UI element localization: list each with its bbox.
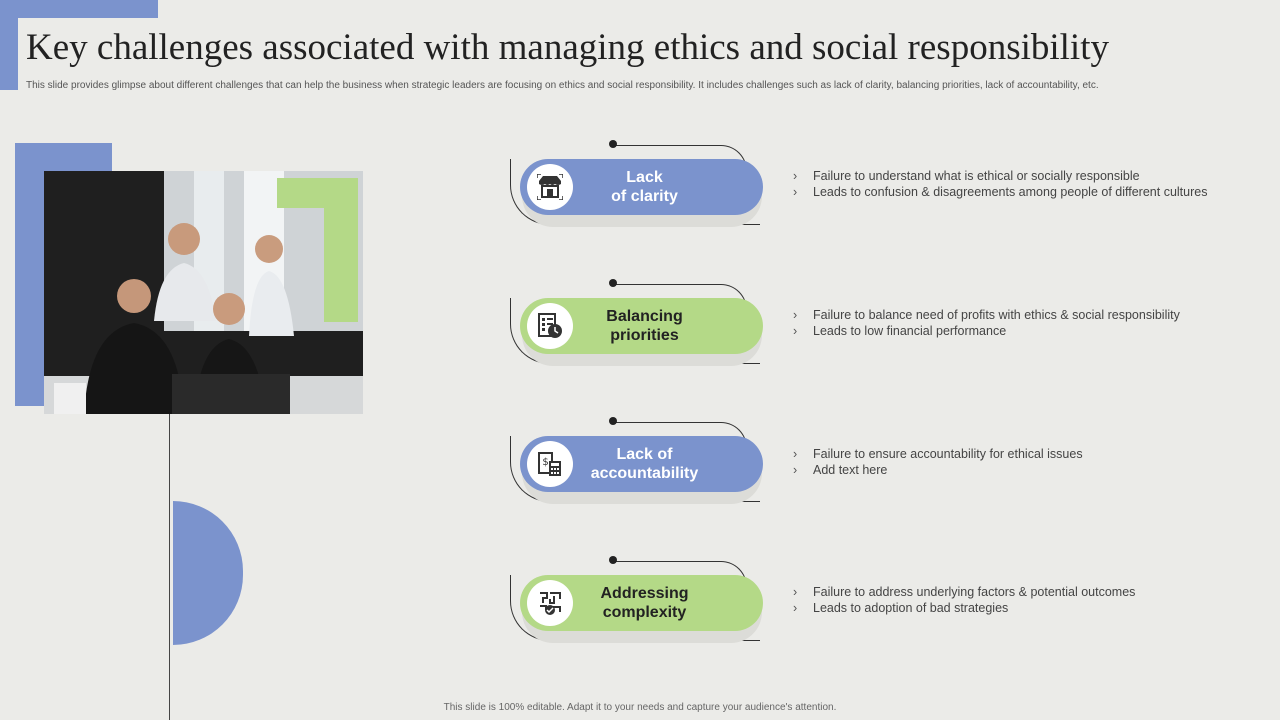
bullet-item xyxy=(793,307,1180,323)
challenge-card xyxy=(508,282,768,382)
icon-circle xyxy=(527,580,573,626)
bullet-item xyxy=(793,184,1207,200)
bullet-item xyxy=(793,462,1083,478)
challenge-label: Lack of accountability xyxy=(590,446,699,482)
footer-note: This slide is 100% editable. Adapt it to your needs and capture your audience's attention. xyxy=(443,702,837,713)
connector-dot xyxy=(609,556,617,564)
chevron-right-icon: › xyxy=(793,169,798,183)
header-accent-side xyxy=(0,0,18,90)
bullet-item xyxy=(793,446,1083,462)
half-circle-decoration xyxy=(173,501,243,645)
bullet-item xyxy=(793,168,1207,184)
challenge-card xyxy=(508,420,768,520)
bullet-text: Leads to low financial performance xyxy=(813,324,1007,338)
header-accent-bar xyxy=(0,0,158,18)
icon-circle xyxy=(527,441,573,487)
calculator-icon xyxy=(537,451,563,477)
bullet-list xyxy=(793,446,1083,478)
divider-line xyxy=(169,414,170,720)
connector-dot xyxy=(609,140,617,148)
bullet-text: Failure to ensure accountability for ethical issues xyxy=(813,447,1083,461)
bullet-text: Leads to adoption of bad strategies xyxy=(813,601,1009,615)
bullet-list xyxy=(793,584,1135,616)
bullet-text: Add text here xyxy=(813,463,888,477)
chevron-right-icon: › xyxy=(793,185,798,199)
challenge-card xyxy=(508,143,768,243)
chevron-right-icon: › xyxy=(793,601,798,615)
maze-icon xyxy=(537,590,563,616)
challenge-label: Lack of clarity xyxy=(611,169,678,205)
connector-dot xyxy=(609,279,617,287)
bullet-text: Failure to understand what is ethical or socially responsible xyxy=(813,169,1140,183)
bullet-item xyxy=(793,323,1180,339)
chevron-right-icon: › xyxy=(793,447,798,461)
bullet-list xyxy=(793,307,1180,339)
chevron-right-icon: › xyxy=(793,585,798,599)
challenge-label: Balancing priorities xyxy=(606,308,683,344)
bullet-text: Failure to balance need of profits with ethics & social responsibility xyxy=(813,308,1180,322)
bullet-item xyxy=(793,584,1135,600)
checklist-icon xyxy=(537,313,563,339)
challenge-card xyxy=(508,559,768,659)
shop-icon xyxy=(537,174,563,200)
bullet-list xyxy=(793,168,1207,200)
chevron-right-icon: › xyxy=(793,463,798,477)
bullet-item xyxy=(793,600,1135,616)
chevron-right-icon: › xyxy=(793,324,798,338)
page-subtitle: This slide provides glimpse about different challenges that can help the business when strategic leaders are focusing on ethics and social responsibility. It includes challenges such as lack of clarity, balancing priorities, lack of accountability, etc. xyxy=(26,80,1099,91)
bullet-text: Leads to confusion & disagreements among people of different cultures xyxy=(813,185,1208,199)
page-title: Key challenges associated with managing ethics and social responsibility xyxy=(26,27,1109,68)
chevron-right-icon: › xyxy=(793,308,798,322)
photo-frame-green-side xyxy=(324,178,358,322)
challenge-label: Addressing complexity xyxy=(600,585,689,621)
svg-text:$: $ xyxy=(542,457,549,468)
icon-circle xyxy=(527,303,573,349)
connector-dot xyxy=(609,417,617,425)
icon-circle xyxy=(527,164,573,210)
bullet-text: Failure to address underlying factors & potential outcomes xyxy=(813,585,1136,599)
